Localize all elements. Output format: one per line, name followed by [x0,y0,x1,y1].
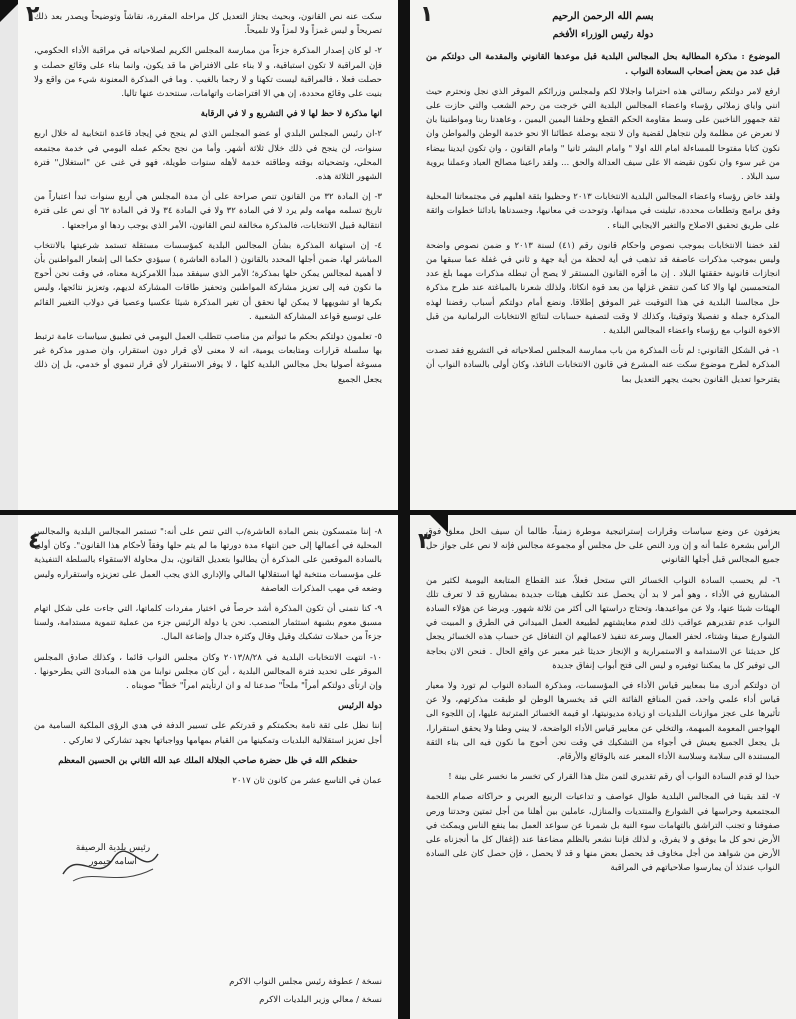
body-paragraph: ٥- تعلمون دولتكم بحكم ما تبوأتم من مناصب تتطلب العمل اليومي في تطبيق سياسات عامة ترتبط بها سلسلة قرارات ومتابعات يومية، انه لا معنى لأي قرار دون استقرار، وان صدور مذكرة غير مسوغة أصوليا بحل مجالس البلدية كلها ، لا يوفر الاستقرار لأي قرار تنموي أو خدمي، بل إن ذلك يجعل الجميع [34,332,382,385]
basmala-heading: بسم الله الرحمن الرحيم [552,11,654,22]
signature-name: اسامه حيمور [89,857,137,867]
page-number: ٢ [26,2,40,27]
scan-corner-mark [430,515,448,533]
body-paragraph: سكت عنه نص القانون، وبحيث يجتاز التعديل كل مراحله المقررة، نقاشاً وتوضيحاً ويصدر بعد ذلك تصريحاً و ليس غمزاً ولا لمزاً ولا تلميحاً. [34,12,382,37]
date-line: عمان في التاسع عشر من كانون ثان ٢٠١٧ [232,776,382,787]
addressee-heading: دولة رئيس الوزراء الأفخم [552,29,654,41]
letter-page-2 [18,0,398,510]
body-paragraph: لقد خضنا الانتخابات بموجب نصوص واحكام قانون رقم (٤١) لسنة ٢٠١٣ و ضمن نصوص واضحة وليس بموجب مذكرات عاصفة قد تذهب في أية لحظة من أية جهة و ثاني في غفلة عما سبقها من انجازات قانونية حققتها البلاد . إن ما أقره القانون المستقر لا يصح أن تبطله مذكرات مهما بلغ عدد المتحمسين لها والا كنا كمن تنقض غزلها من بعد قوة انكاثا، ولذلك شعرنا بالمباغتة عند طرح مذكرة حل مجالسنا البلدية في هذا التوقيت غير الموفق إطلاقا. ونضع أمام دولتكم أسباب رفضنا لهذه المذكرة جملة و تفصيلا وتوقيتا، وكذلك لا وقت لتصفية حسابات لنتائج الانتخابات البرلمانية من قبل الاخوة النواب مع رؤساء واعضاء المجالس البلدية . [426,240,780,337]
body-paragraph: ١٠- انتهت الانتخابات البلدية في ٢٠١٣/٨/٢٨ وكان مجلس النواب قائما ، وكذلك صادق المجلس الموقر على تحديد فترة المجالس البلدية ، أين كان مجلس نوابنا من هذه المبادئ التي يطرحونها . وإن ارتأى دولتكم أمراً" ملحاً" صدعنا له و ان ارتأيتم امراً" خطاً" صوبناه . [34,652,382,692]
letter-page-1 [410,0,796,510]
copies-list [34,973,382,1009]
body-paragraph: ارفع لامر دولتكم رسالتي هذه احتراما واجلالا لكم ولمجلس وزرائكم الموقر الذي نجل ونحترم حيث انني واياي زملائي رؤساء واعضاء المجالس البلدية التي خرجت من رحم الشعب والتي حازت على ثقة جمهور الناخبين على وسط مقاومة الحكم القطع وحلفنا اليمين اليمين ، وعاهدنا ربنا ومواطنينا بان لا نعرض عن مظلمة ولن نتجاهل لقضية وان لا نتجه بوصلة عطائنا الا نحو خدمة الوطن والمواطن وان نكون كتابا مفتوحا للمساءلة امام الله اولا " وامام البشر ثانيا " وامام القانون ، وان تكون ايدينا بيضاء من غير سوء وان نكون نقيضه الا على سيف العدالة والحق ... ولقد راعينا مصالح العباد وعملنا بروية سيد البلاد . [426,86,780,183]
page-number: ٤ [28,529,42,554]
letter-page-3 [410,515,796,1019]
page-number: ٣ [418,529,432,554]
body-paragraph: إننا نظل على ثقة تامة بحكمتكم و قدرتكم على تسيير الدفة في هدي الرؤى الملكية السامية من أجل تعزيز استقلالية البلديات وتمكينها من القيام بمهامها وواجباتها بجهد تشاركي لا تعاركي . [34,721,382,746]
letter-page-4 [18,515,398,1019]
body-paragraph: ٨- إننا متمسكون بنص المادة العاشرة/ب التي تنص على أنه:" تستمر المجالس البلدية والمجالس المحلية في أعمالها إلى حين انتهاء مدة دورتها ما لم يتم حلها وفقاً لأحكام هذا القانون". وكان أولى بالسادة الموقعين على المذكرة أن يطالبوا بتعديل القانون، بدل محاولة الاستقواء بالسلطة التنفيذية على مؤسسات منتخبة لها استقلالها المالي والإداري الذي يجب العمل على تعزيزه واستقراره وليس وضعه في مهب المذكرات العاصفة [34,527,382,594]
body-paragraph: ٣- إن المادة ٣٢ من القانون تنص صراحة على أن مدة المجلس هي أربع سنوات تبدأ اعتباراً من تاريخ تسلمه مهامه ولم يرد لا في المادة ٣٢ ولا في المادة ٣٤ ولا في المادة ٦٢ أي نص على فترة انتقالية قبيل الانتخابات، فالمذكرة مخالفة لنص القانون، الأمر الذي يوجب ردها او مراجعتها . [34,192,382,231]
body-paragraph: ٩- كنا نتمنى أن تكون المذكرة أشد حرصاً في اختيار مفردات كلماتها، التي جاءت على شكل اتهام مسبق معوم بشبهة استثمار المنصب. نحن يا دولة الرئيس جزء من عملية تنموية مستدامة، ولسنا جزءاً من حملات تشكيك وقيل وقال وكثرة جدال وإضاعة المال. [34,604,382,643]
subject-paragraph: الموضوع : مذكرة المطالبة بحل المجالس البلدية قبل موعدها القانوني والمقدمة الى دولتكم من قبل عدد من بعض أصحاب السعادة النواب . [426,52,780,77]
horizontal-divider [0,510,796,515]
body-paragraph: ٦- لم يحسب السادة النواب الخسائر التي ستحل فعلاً، عند القطاع المتابعة اليومية لكثير من المشاريع في الأداء ، وهو أمر لا بد أن يحصل عند تكليف هيئات جديدة بمشاريع قد لا تعرف تلك الهيئات شيئا عنها، ولا عن مواعيدها، وتحتاج دراستها الى أكثر من ثلاثة شهور. ويرضا عن هؤلاء السادة النواب عدم تقديرهم عواقب ذلك لعدم معايشتهم لطبيعة العمل الميداني في الطرق و المبيت في الشوارع صيفا وشتاء، لحفر العمال وسرعة تنفيذ لاعمالهم ان التفافل عن حساب هذه الخسائر يجعل كل حديثنا عن الاستدامة و الاستمرارية و الإنجاز حديثا غير معبر عن واقع الحال . فنحن الان بحاجة الى توفير كل ما يمكننا توفيره و ليس الى فتح أبواب إنفاق جديدة [426,575,780,671]
body-paragraph: يعزفون عن وضع سياسات وقرارات إستراتيجية موطرة زمنياً، طالما أن سيف الحل معلق فوق الرأس بشعرة علما أنه و إن ورد النص على حل مجلس أو مجموعة مجالس فإنه لا نص على جواز حل جميع المجالس قبل أجلها القانوني [426,527,780,566]
page-number: ١ [420,2,434,27]
body-paragraph: ١- في الشكل القانوني: لم تأت المذكرة من باب ممارسة المجلس لصلاحياته في التشريع فقد تصدت المذكرة لطرح موضوع سكت عنه المشرع في قانون الانتخابات النافذ، وكان أولى بالسادة النواب أن يقترحوا تعديل القانون بحيث يجهر التعديل بما [426,346,780,385]
signature-title: رئيس بلدية الرصيفة [75,843,151,853]
closing-line: حفظكم الله في ظل حضرة صاحب الجلالة الملك عبد الله الثاني بن الحسين المعظم [58,755,358,766]
copy-line: نسخة / عطوفة رئيس مجلس النواب الاكرم [229,977,382,987]
body-paragraph: ٧- لقد بقينا في المجالس البلدية طوال عواصف و تداعيات الربيع العربي و حراكاته صمام اللحمة المجتمعية وحراسها في الشوارع والمنتديات والمنازل، عاملين بين أهلنا من أجل تمتين وحدتنا ورص صفوفنا و تجنب التراشق بالتهامات سوء النية بل شمرنا عن سواعد العمل بما ينفع الناس ويمكث في الأرض نحو كل ما يوفق و لا يفرق، و لذلك فإننا نشعر بالظلم مضاعفا عند (إغفال كل ما أنجزناه على الأرض من شواهد من أجل مخاوف قد يحصل بعض منها و قد لا يحصل ، فإن حصل كان على السادة النواب عندئذ أن يمارسوا صلاحياتهم في المراقبة [426,792,780,874]
signature-block [38,841,188,869]
salutation: دولة الرئيس [338,701,382,712]
body-paragraph: ولقد خاض رؤساء واعضاء المجالس البلدية الانتخابات ٢٠١٣ وحظيوا بثقة اهليهم في مجتمعاتنا المحلية وفق برامج وتطلعات محددة، تبلينت في ميدانها، وتوحدت في معانيها، وجسدناها بادائنا خطوات واثقة على طريق تحقيق الاصلاح والتغير الايجابي البناء . [426,192,780,231]
body-paragraph: ان دولتكم أدرى منا بمعايير قياس الأداء في المؤسسات، ومذكرة السادة النواب لم تورد ولا معيار قياس أداء علمي واحد، فمن المنافع الفائتة التي قد يخسرها الوطن لو طبقت مذكرتهم، ولا عن تأثيرها على عجز موازنات البلديات او زيادة مديونيتها، او قيمة الخسائر المترتبة عليها، إن اللجوء الى الهواجس المعومة المبهمة، والتخلي عن معايير قياس الأداء الواضحة، لا يبني وطنا ولا يحقق استقرارا، بل يجعل الجميع يعيش في أجواء من التشكيك في وقت نحن أحوج ما نكون فيه الى بناء الثقة المستندة الى سلامة وسلاسة الأداء المعبر عنه بالوقائع والأرقام. [426,681,780,763]
body-paragraph: ٢- لو كان إصدار المذكرة جزءاً من ممارسة المجلس الكريم لصلاحياته في مراقبة الأداء الحكومي، فإن المراقبة لا تكون استباقية، و لا بناء على الافتراض ما قد يكون، وانما بناء على وقائع حصلت و حصلت فعلا ، فالمراقبة ليست تكهنا و لا رجما بالغيب . وما في المذكرة المعنونة شيء من واقع ولا بنيت على وقائع محددة، إن هي الا افتراضات واتهامات، سنتحدث عنها تاليا. [34,46,382,100]
body-paragraph: حبذا لو قدم السادة النواب أي رقم تقديري لثمن مثل هذا القرار كي تخسر ما نخسر على بينة ! [448,772,780,783]
body-paragraph: انها مذكرة لا حظ لها لا في التشريع و لا في الرقابة [200,109,382,120]
copy-line: نسخة / معالي وزير البلديات الاكرم [259,995,382,1005]
body-paragraph: ٤- إن استهانة المذكرة بشأن المجالس البلدية كمؤسسات مستقلة تستمد شرعيتها بالانتخاب المباشر لها، ضمن أجلها المحدد بالقانون ( المادة العاشرة ) سيؤدي حكما الى إشعار المواطنين بأن لا أهمية لمجالس يمكن حلها بمذكرة؛ الأمر الذي سيفقد مبدأ اللامركزية معناه، في وقت نحن أحوج ما نكون فيه إلى تعزيز مشاركة المواطنين وتحفيز طاقات المشاركة لديهم، وتعزيز نتائجها، وليس بكرها او تشويهها لا يمكن لها نحقق أن تغير المذكرة شيئا عكسيا وعصيا في دولاب التغيير القائم على توسيع قواعد المشاركة الشعبية . [34,240,382,322]
body-paragraph: ٢-ان رئيس المجلس البلدي أو عضو المجلس الذي لم ينجح في إيجاد قاعدة انتخابية له خلال اربع سنوات، لن ينجح في ذلك خلال ثلاثة أشهر. وأما من نجح بحكم عمله اليومي في خدمة مجتمعه المحلي، وتضحياته بوقته وطاقته خدمة لأهله سنوات طويلة، فهو في غنى عن "استغلال" فترة الشهور الثلاثة هذه. [34,129,382,183]
